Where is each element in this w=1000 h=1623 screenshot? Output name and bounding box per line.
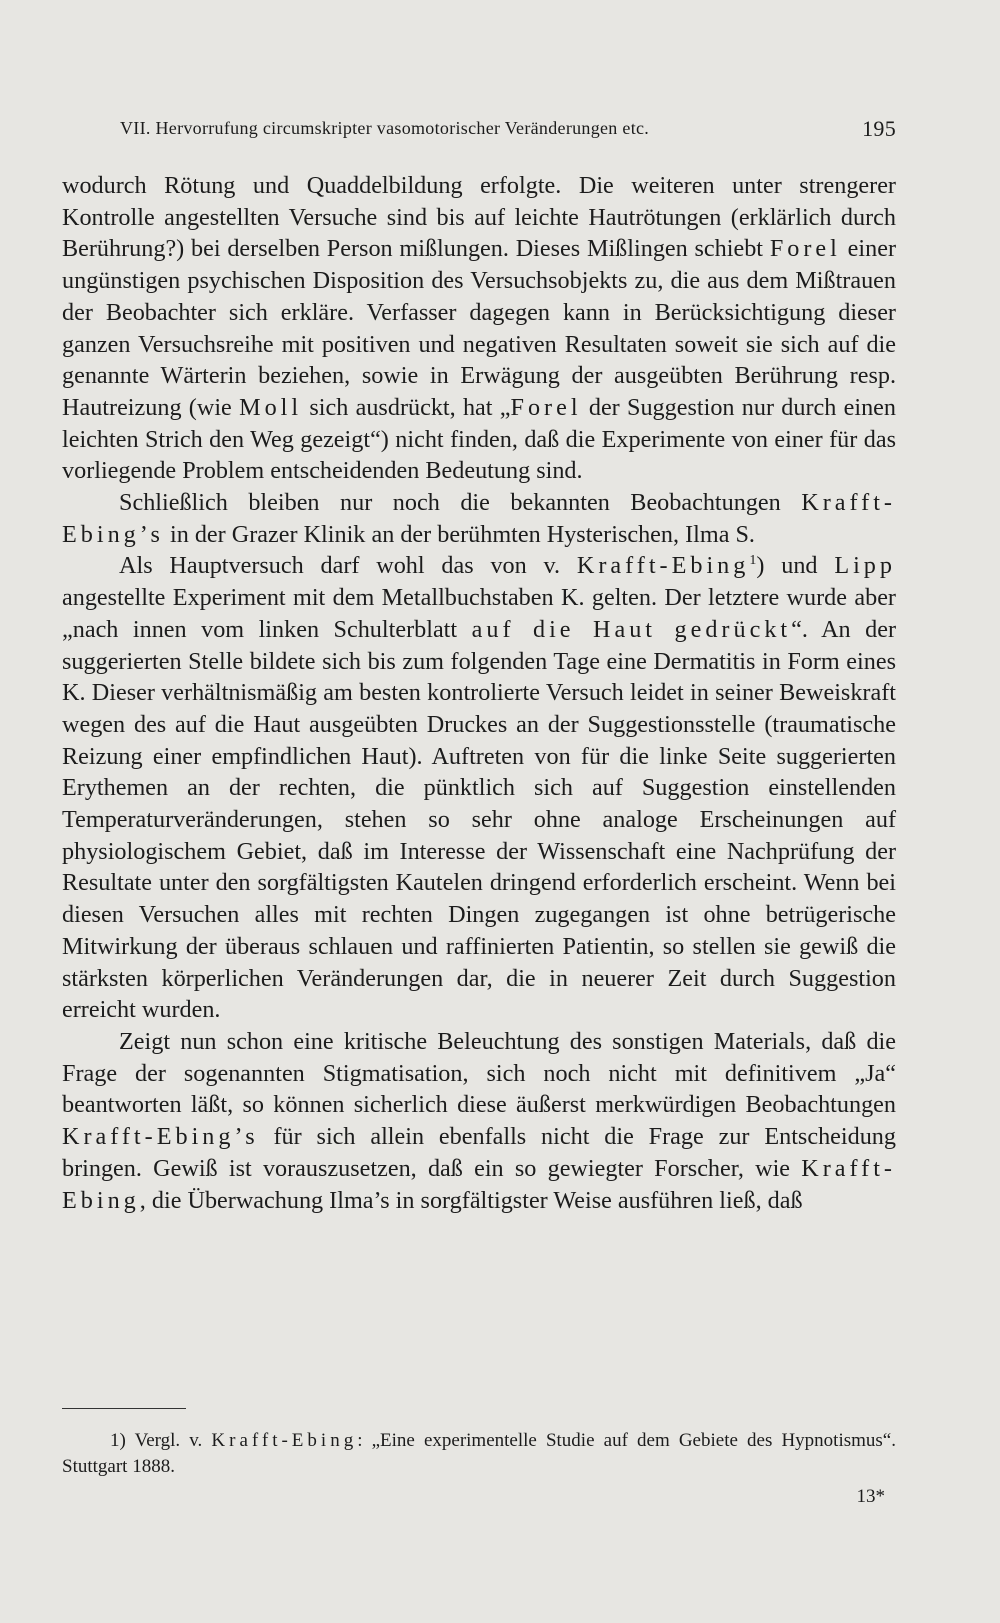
- text-run: der Suggestion nur durch einen leichten Strich den Weg gezeigt“) nicht finden, daß die Experimente von einer für das vorliegende Problem entscheidenden Bedeutung sind.: [62, 393, 896, 485]
- author-name-krafft-ebing: Krafft-Ebing: [62, 1154, 896, 1214]
- text-run: einer ungünstigen psychischen Disposition des Versuchsobjekts zu, die aus dem Mißtrauen der Beobachter sich erkläre. Verfasser dagegen kann in Berücksichtigung dieser ganzen Versuchsreihe mit positiven und negativen Resultaten soweit sie sich auf die genannte Wärterin beziehen, sowie in Erwägung der ausgeübten Berührung resp. Hautreizung (wie: [62, 235, 896, 421]
- text-run: wodurch Rötung und Quaddelbildung erfolgte. Die weiteren unter strengerer Kontrolle angestellten Versuche sind bis auf leichte Hautrötungen (erklärlich durch Berührung?) bei derselben Person mißlungen. Dieses Mißlingen schiebt: [62, 172, 896, 263]
- footnote: [62, 1428, 896, 1480]
- author-name-krafft-ebing: Krafft-Ebing: [211, 1430, 358, 1451]
- paragraph-4: [62, 1026, 896, 1216]
- running-title: VII. Hervorrufung circumskripter vasomotorischer Veränderungen etc.: [120, 118, 650, 138]
- author-name-krafft-ebing: Krafft-Ebing’s: [62, 489, 896, 548]
- author-name-krafft-ebing: Krafft-Ebing’s: [62, 1123, 259, 1151]
- author-name-moll: Moll: [239, 393, 303, 421]
- text-run: : „Eine experimentelle Studie auf dem Gebiete des Hypnotismus“. Stuttgart 1888.: [62, 1430, 896, 1477]
- paragraph-3: [62, 550, 896, 1026]
- text-run: in der Grazer Klinik an der berühmten Hysterischen, Ilma S.: [163, 520, 755, 548]
- text-run: Als Hauptversuch darf wohl das von v.: [119, 552, 577, 580]
- emphasized-phrase: auf die Haut gedrückt: [471, 615, 792, 643]
- text-run: “. An der suggerierten Stelle bildete sich bis zum folgenden Tage eine Dermatitis in Form eines K. Dieser verhältnismäßig am besten kontrolierte Versuch leidet in seiner Beweiskraft wegen des auf die Haut ausgeübten Druckes an der Suggestionsstelle (traumatische Reizung einer empfindlichen Haut). Auftreten von für die linke Seite suggerierten Erythemen an der rechten, die pünktlich sich auf Suggestion einstellenden Temperaturveränderungen, stehen so sehr ohne analoge Erscheinungen auf physiologischem Gebiet, daß im Interesse der Wissenschaft eine Nachprüfung der Resultate unter den sorgfältigsten Kautelen dringend erforderlich erscheint. Wenn bei diesen Versuchen alles mit rechten Dingen zugegangen ist ohne betrügerische Mitwirkung der überaus schlauen und raffinierten Patientin, so stellen sie gewiß die stärksten körperlichen Veränderungen dar, die in neuerer Zeit durch Suggestion erreicht wurden.: [62, 615, 896, 1024]
- text-run: Schließlich bleiben nur noch die bekannten Beobachtungen: [119, 489, 802, 517]
- paragraph-2: [62, 487, 896, 550]
- author-name-forel: Forel: [769, 235, 841, 263]
- paragraph-1: [62, 170, 896, 487]
- page-number: 195: [862, 116, 896, 141]
- text-run: angestellte Experiment mit dem Metallbuchstaben K. gelten. Der letztere wurde aber „nach innen vom linken Schulterblatt: [62, 584, 896, 643]
- footnote-marker: 1: [749, 553, 757, 569]
- footnote-divider: [62, 1408, 186, 1409]
- running-header: [120, 118, 896, 139]
- author-name-lipp: Lipp: [834, 552, 896, 580]
- author-name-forel: Forel: [510, 393, 582, 421]
- footnote-text: [62, 1428, 896, 1480]
- author-name-krafft-ebing: Krafft-Ebing: [576, 552, 750, 580]
- text-run: sich ausdrückt, hat „: [302, 393, 511, 421]
- signature-mark: 13*: [856, 1486, 885, 1507]
- text-run: , die Überwachung Ilma’s in sorgfältigster Weise ausführen ließ, daß: [139, 1186, 803, 1214]
- text-run: für sich allein ebenfalls nicht die Frage zur Entscheidung bringen. Gewiß ist vorauszusetzen, daß ein so gewiegter Forscher, wie: [62, 1123, 896, 1182]
- text-run: ) und: [756, 552, 835, 580]
- text-run: 1) Vergl. v.: [110, 1430, 212, 1451]
- text-run: Zeigt nun schon eine kritische Beleuchtung des sonstigen Materials, daß die Frage der sogenannten Stigmatisation, sich noch nicht mit definitivem „Ja“ beantworten läßt, so können sicherlich diese äußerst merkwürdigen Beobachtungen: [62, 1027, 896, 1119]
- main-text: [62, 170, 896, 1216]
